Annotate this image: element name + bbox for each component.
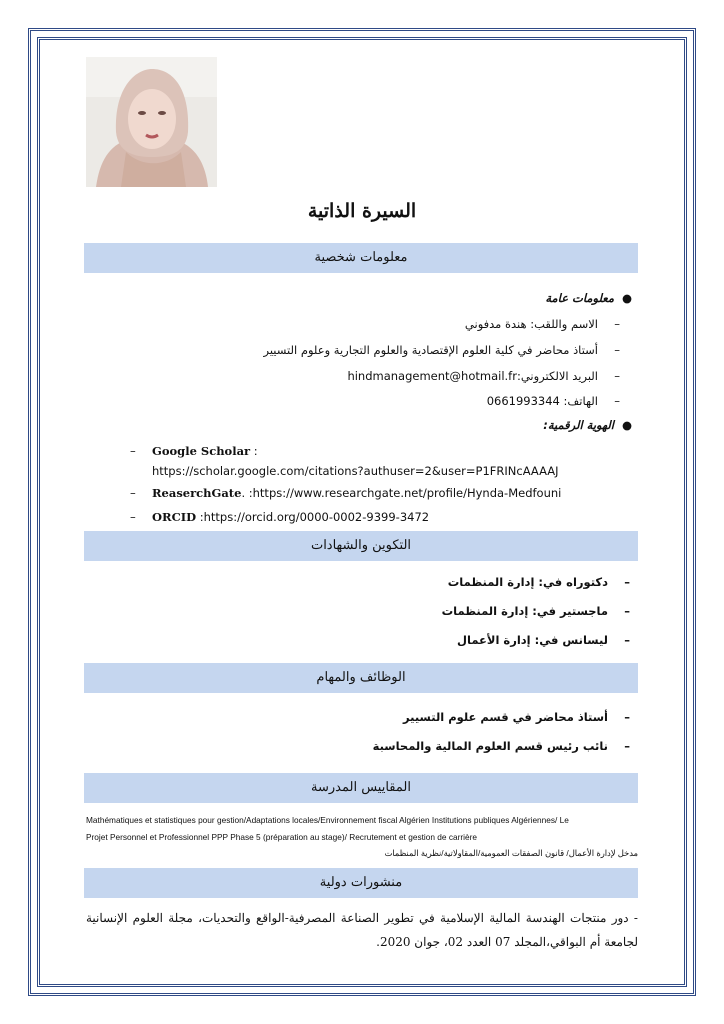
- dash-icon: –: [614, 394, 620, 408]
- education-text: ماجستير في: إدارة المنظمات: [441, 604, 608, 618]
- researchgate-url[interactable]: . :https://www.researchgate.net/profile/Hynda-Medfouni: [241, 486, 562, 500]
- job-text: نائب رئيس قسم العلوم المالية والمحاسبة: [372, 739, 608, 753]
- bullet-icon: ●: [621, 291, 632, 305]
- dash-icon: –: [624, 710, 630, 724]
- section-header-publications: منشورات دولية: [84, 868, 638, 898]
- phone-value: 0661993344: [486, 394, 560, 408]
- phone-line: [487, 394, 620, 408]
- section-header-education: التكوين والشهادات: [84, 531, 638, 561]
- dash-icon: –: [614, 317, 620, 331]
- google-scholar-sep: :: [250, 444, 258, 458]
- publication-item: - دور منتجات الهندسة المالية الإسلامية في تطوير الصناعة المصرفية-الواقع والتحديات، مجلة العلوم الإنسانية لجامعة أم البواقي،المجلد 07 العدد 02، جوان 2020.: [86, 911, 638, 949]
- dash-icon: –: [614, 369, 620, 383]
- education-item-magister: [442, 604, 630, 618]
- page-title: السيرة الذاتية: [307, 200, 417, 222]
- email-label: البريد الالكتروني:: [516, 369, 598, 383]
- phone-label: الهاتف:: [563, 394, 598, 408]
- position-text: أستاذ محاضر في كلية العلوم الإقتصادية والعلوم التجارية وعلوم التسيير: [263, 343, 598, 357]
- google-scholar-url-line: [152, 464, 559, 478]
- section-header-jobs: الوظائف والمهام: [84, 663, 638, 693]
- education-text: ليسانس في: إدارة الأعمال: [457, 633, 608, 647]
- profile-photo: [86, 57, 217, 187]
- general-info-heading: [545, 291, 632, 305]
- name-line: [465, 317, 620, 331]
- dash-icon: –: [130, 510, 136, 524]
- section-header-modules: المقاييس المدرسة: [84, 773, 638, 803]
- education-item-licence: [457, 633, 630, 647]
- section-header-personal: معلومات شخصية: [84, 243, 638, 273]
- modules-line-2: Projet Personnel et Professionnel PPP Phase 5 (préparation au stage)/ Recrutement et gestion de carrière: [86, 832, 477, 842]
- orcid-line: [130, 510, 429, 524]
- digital-id-heading: [543, 418, 632, 432]
- position-line: [263, 343, 620, 357]
- education-text: دكتوراه في: إدارة المنظمات: [447, 575, 608, 589]
- portrait-image: [86, 57, 217, 187]
- modules-list: [86, 815, 638, 858]
- orcid-label: ORCID: [152, 510, 197, 524]
- dash-icon: –: [624, 633, 630, 647]
- modules-line-1: Mathématiques et statistiques pour gestion/Adaptations locales/Environnement fiscal Algérien Institutions publiques Algériennes/ Le: [86, 815, 569, 825]
- bullet-icon: ●: [621, 418, 632, 432]
- general-info-label: معلومات عامة: [545, 291, 614, 305]
- google-scholar-url[interactable]: https://scholar.google.com/citations?authuser=2&user=P1FRINcAAAAJ: [152, 464, 559, 478]
- email-value[interactable]: hindmanagement@hotmail.fr: [347, 369, 517, 383]
- digital-id-label: الهوية الرقمية:: [543, 418, 614, 432]
- google-scholar-label: Google Scholar: [152, 444, 251, 458]
- name-text: الاسم واللقب: هندة مدفوني: [464, 317, 598, 331]
- job-item-lecturer: [403, 710, 630, 724]
- job-text: أستاذ محاضر في قسم علوم التسيير: [403, 710, 608, 724]
- dash-icon: –: [624, 575, 630, 589]
- orcid-url[interactable]: :https://orcid.org/0000-0002-9399-3472: [196, 510, 430, 524]
- dash-icon: –: [130, 486, 136, 500]
- researchgate-label: ReaserchGate: [152, 486, 242, 500]
- education-item-doctorate: [448, 575, 630, 589]
- dash-icon: –: [614, 343, 620, 357]
- modules-line-3: مدخل لإدارة الأعمال/ قانون الصفقات العمومية/المقاولاتية/نظرية المنظمات: [384, 848, 638, 858]
- dash-icon: –: [624, 604, 630, 618]
- dash-icon: –: [130, 444, 136, 458]
- researchgate-line: [130, 486, 561, 500]
- job-item-vice-head: [373, 739, 630, 753]
- google-scholar-line: [130, 444, 258, 458]
- email-line: [347, 369, 620, 383]
- dash-icon: –: [624, 739, 630, 753]
